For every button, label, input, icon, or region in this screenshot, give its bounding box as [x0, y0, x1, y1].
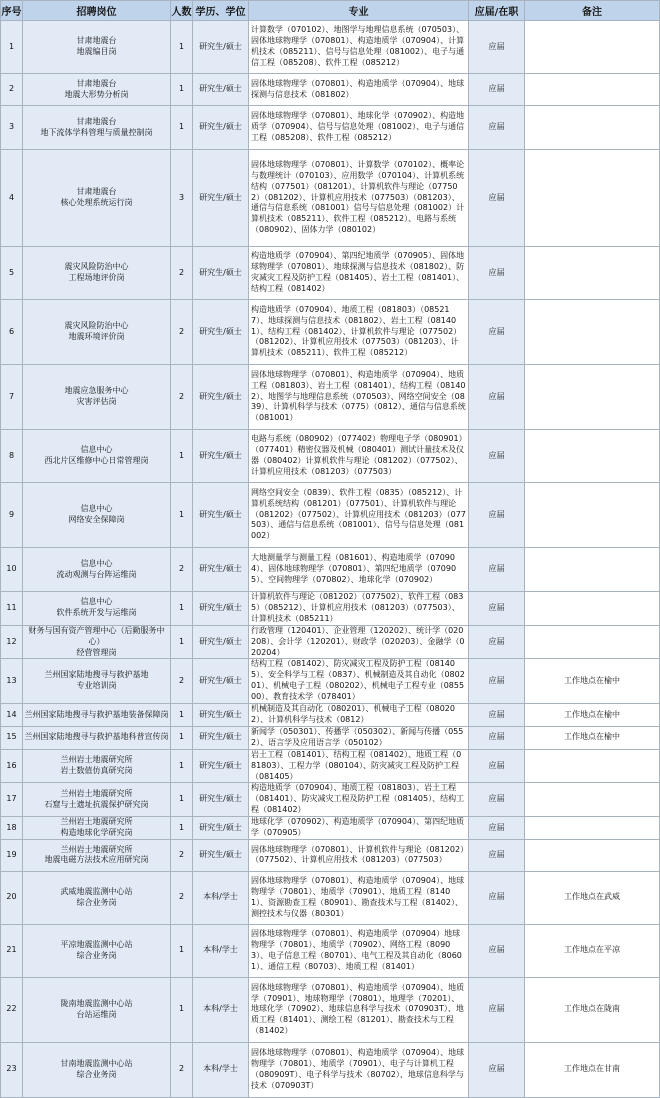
count-cell: 2	[171, 365, 193, 430]
header-cell-count: 人数	[171, 1, 193, 21]
row-number-cell: 3	[1, 106, 23, 150]
table-row	[1, 924, 660, 977]
post-name-line: 甘肃地震台	[76, 78, 117, 88]
status-cell: 应届	[469, 1042, 525, 1097]
post-name-line: 信息中心	[80, 445, 113, 455]
post-name-line: 综合业务岗	[76, 897, 117, 907]
education-cell: 研究生/硕士	[193, 659, 249, 704]
post-name-line: 震灾风险防治中心	[64, 321, 129, 331]
note-cell	[525, 74, 660, 106]
post-cell	[23, 592, 171, 626]
status-cell: 应届	[469, 74, 525, 106]
table-row	[1, 783, 660, 817]
table-row	[1, 300, 660, 365]
table-row	[1, 430, 660, 483]
header-cell-note: 备注	[525, 1, 660, 21]
education-cell: 研究生/硕士	[193, 21, 249, 74]
post-cell	[23, 21, 171, 74]
education-cell: 研究生/硕士	[193, 625, 249, 659]
row-number-cell: 16	[1, 749, 23, 783]
post-cell	[23, 150, 171, 247]
status-cell: 应届	[469, 924, 525, 977]
status-cell: 应届	[469, 749, 525, 783]
status-cell: 应届	[469, 817, 525, 840]
row-number-cell: 11	[1, 592, 23, 626]
status-cell: 应届	[469, 625, 525, 659]
post-cell	[23, 726, 171, 749]
post-cell	[23, 1042, 171, 1097]
count-cell: 2	[171, 1042, 193, 1097]
note-cell	[525, 483, 660, 548]
education-cell: 研究生/硕士	[193, 74, 249, 106]
count-cell: 1	[171, 625, 193, 659]
post-name-line: 网络安全保障岗	[68, 515, 125, 524]
note-cell: 工作地点在甘南	[525, 1042, 660, 1097]
post-name-line: 甘南地震监测中心站	[60, 1059, 133, 1069]
count-cell: 1	[171, 726, 193, 749]
post-name-line: 兰州国家陆地搜寻与救护基地	[44, 670, 149, 680]
post-name-line: 地下流体学科管理与质量控制岗	[40, 127, 153, 137]
row-number-cell: 17	[1, 783, 23, 817]
note-cell	[525, 783, 660, 817]
status-cell: 应届	[469, 21, 525, 74]
major-cell: 固体地球物理学（070801）、计算数学（070102）、概率论与数理统计（070103）、应用数学（070104）、计算机系统结构（077501）（081201）、计算机软件与理论（077502）（081202）、计算机应用技术（077503）（081203）、通信与信息系统（081001）信号与信息处理（081002）计算机技术（085211）、软件工程（085212）、电路与系统（080902）、固体力学（080102）	[249, 150, 469, 247]
major-cell: 计算机软件与理论（081202）（077502）、软件工程（0835）（085212）、计算机应用技术（081203）（077503）、计算机技术（085211）	[249, 592, 469, 626]
table-row	[1, 977, 660, 1042]
major-cell: 大地测量学与测量工程（081601）、构造地质学（070904）、固体地球物理学（070801）、第四纪地质学（070905）、空间物理学（070802）、地球化学（070902）	[249, 548, 469, 592]
status-cell: 应届	[469, 106, 525, 150]
major-cell: 电路与系统（080902）（077402）物理电子学（080901）（077401）精密仪器及机械（080401）测试计量技术及仪器（080402）计算机软件与理论（081202）（077502）、计算机应用技术（081203）（077503）	[249, 430, 469, 483]
post-name-line: 甘肃地震台	[76, 187, 117, 197]
education-cell: 研究生/硕士	[193, 749, 249, 783]
post-cell	[23, 430, 171, 483]
major-cell: 地球化学（070902）、构造地质学（070904）、第四纪地质学（070905）	[249, 817, 469, 840]
post-cell	[23, 548, 171, 592]
note-cell: 工作地点在武威	[525, 871, 660, 924]
post-cell	[23, 365, 171, 430]
count-cell: 1	[171, 483, 193, 548]
post-name-line: 甘肃地震台	[76, 116, 117, 126]
education-cell: 研究生/硕士	[193, 726, 249, 749]
note-cell	[525, 365, 660, 430]
post-name-line: 兰州国家陆地搜寻与救护基地装备保障岗	[24, 709, 169, 719]
education-cell: 研究生/硕士	[193, 106, 249, 150]
table-row	[1, 749, 660, 783]
post-name-line: 地震环境评价岗	[68, 332, 125, 341]
major-cell: 构造地质学（070904）、第四纪地质学（070905）、固体地球物理学（070801）、地球探测与信息技术（081802）、防灾减灾工程及防护工程（081405）、岩土工程（081401）、结构工程（081402）	[249, 247, 469, 300]
major-cell: 固体地球物理学（070801）、构造地质学（070904）、地质工程（081803）、岩土工程（081401）、结构工程（081402）、地图学与地理信息系统（070503）、网络空间安全（0839）、计算机科学与技术（0775）（0812）、通信与信息系统（081001）	[249, 365, 469, 430]
table-row	[1, 625, 660, 659]
row-number-cell: 5	[1, 247, 23, 300]
major-cell: 机械制造及其自动化（080201）、机械电子工程（080202）、计算机科学与技术（0812）	[249, 704, 469, 727]
table-row	[1, 74, 660, 106]
post-name-line: 岩土数值仿真研究岗	[60, 766, 133, 776]
status-cell: 应届	[469, 300, 525, 365]
major-cell: 结构工程（081402）、防灾减灾工程及防护工程（081405）、安全科学与工程（0837）、机械制造及其自动化（080201）、机械电子工程（080202）、机械电子工程专业（085500）、教育技术学（078401）	[249, 659, 469, 704]
post-name-line: 兰州岩土地震研究所	[60, 817, 133, 827]
note-cell	[525, 839, 660, 871]
major-cell: 固体地球物理学（070801）、构造地质学（070904）、地球探测与信息技术（081802）	[249, 74, 469, 106]
major-cell: 新闻学（050301）、传播学（050302）、新闻与传播（0552）、语言学及应用语言学（050102）	[249, 726, 469, 749]
post-cell	[23, 625, 171, 659]
post-name-line: 信息中心	[80, 558, 113, 568]
post-cell	[23, 247, 171, 300]
count-cell: 1	[171, 977, 193, 1042]
note-cell	[525, 300, 660, 365]
post-cell	[23, 483, 171, 548]
status-cell: 应届	[469, 592, 525, 626]
row-number-cell: 19	[1, 839, 23, 871]
status-cell: 应届	[469, 247, 525, 300]
major-cell: 构造地质学（070904）、地质工程（081803）（085217）、地球探测与信息技术（081802）、岩土工程（081401）、结构工程（081402）、计算机软件与理论（077502）（081202）、计算机应用技术（077503）（081203）、计算机技术（085211）、软件工程（085212）	[249, 300, 469, 365]
post-name-line: 灾害评估岗	[76, 397, 117, 406]
table-row	[1, 150, 660, 247]
table-row	[1, 839, 660, 871]
status-cell: 应届	[469, 659, 525, 704]
note-cell	[525, 247, 660, 300]
count-cell: 1	[171, 817, 193, 840]
count-cell: 1	[171, 106, 193, 150]
major-cell: 固体地球物理学（070801）、计算机软件与理论（081202）（077502）、计算机应用技术（081203）（077503）	[249, 839, 469, 871]
education-cell: 本科/学士	[193, 924, 249, 977]
note-cell: 工作地点在陇南	[525, 977, 660, 1042]
count-cell: 2	[171, 247, 193, 300]
post-cell	[23, 783, 171, 817]
post-name-line: 兰州岩土地震研究所	[60, 788, 133, 798]
count-cell: 2	[171, 300, 193, 365]
education-cell: 本科/学士	[193, 871, 249, 924]
education-cell: 本科/学士	[193, 977, 249, 1042]
education-cell: 研究生/硕士	[193, 839, 249, 871]
post-name-line: 兰州岩土地震研究所	[60, 755, 133, 765]
table-body	[1, 21, 660, 1098]
count-cell: 1	[171, 21, 193, 74]
row-number-cell: 13	[1, 659, 23, 704]
status-cell: 应届	[469, 150, 525, 247]
table-row	[1, 704, 660, 727]
count-cell: 1	[171, 704, 193, 727]
count-cell: 2	[171, 548, 193, 592]
count-cell: 2	[171, 871, 193, 924]
major-cell: 固体地球物理学（070801）、构造地质学（070904）、地质学（70901）、地球物理学（70801）、地理学（70201）、地球化学（70902）、地球信息科学与技术（070903T）、地质工程（81401）、测绘工程（81201）、勘查技术与工程（81402）	[249, 977, 469, 1042]
header-cell-number: 序号	[1, 1, 23, 21]
row-number-cell: 4	[1, 150, 23, 247]
post-name-line: 工程场地评价岗	[68, 273, 125, 282]
row-number-cell: 6	[1, 300, 23, 365]
post-name-line: 平凉地震监测中心站	[60, 940, 133, 950]
post-cell	[23, 704, 171, 727]
post-name-line: 综合业务岗	[76, 950, 117, 960]
post-cell	[23, 106, 171, 150]
header-cell-education: 学历、学位	[193, 1, 249, 21]
post-cell	[23, 977, 171, 1042]
major-cell: 网络空间安全（0839）、软件工程（0835）（085212）、计算机系统结构（081201）（077501）、计算机软件与理论（081202）（077502）、计算机应用技术（081203）（077503）、通信与信息系统（081001）、信号与信息处理（081002）	[249, 483, 469, 548]
post-name-line: 软件系统开发与运维岗	[56, 608, 137, 618]
note-cell: 工作地点在榆中	[525, 659, 660, 704]
education-cell: 研究生/硕士	[193, 150, 249, 247]
note-cell	[525, 21, 660, 74]
major-cell: 计算数学（070102）、地图学与地理信息系统（070503）、固体地球物理学（070801）、构造地质学（070904）、计算机技术（085211）、信号与信息处理（081002）、电子与通信工程（085208）、软件工程（085212）	[249, 21, 469, 74]
education-cell: 本科/学士	[193, 1042, 249, 1097]
row-number-cell: 8	[1, 430, 23, 483]
count-cell: 1	[171, 430, 193, 483]
row-number-cell: 18	[1, 817, 23, 840]
post-cell	[23, 74, 171, 106]
post-cell	[23, 871, 171, 924]
education-cell: 研究生/硕士	[193, 365, 249, 430]
note-cell	[525, 106, 660, 150]
post-cell	[23, 817, 171, 840]
note-cell	[525, 548, 660, 592]
row-number-cell: 22	[1, 977, 23, 1042]
row-number-cell: 9	[1, 483, 23, 548]
education-cell: 研究生/硕士	[193, 592, 249, 626]
status-cell: 应届	[469, 548, 525, 592]
count-cell: 2	[171, 839, 193, 871]
status-cell: 应届	[469, 704, 525, 727]
post-name-line: 地震电磁方法技术应用研究岗	[44, 855, 149, 865]
post-name-line: 信息中心	[80, 504, 113, 514]
row-number-cell: 1	[1, 21, 23, 74]
note-cell	[525, 817, 660, 840]
post-name-line: 陇南地震监测中心站	[60, 999, 133, 1009]
post-name-line: 核心处理系统运行岗	[60, 198, 133, 207]
table-row	[1, 659, 660, 704]
post-name-line: 兰州国家陆地搜寻与救护基地科普宣传岗	[24, 732, 169, 742]
row-number-cell: 23	[1, 1042, 23, 1097]
post-name-line: 地震大形势分析岗	[64, 89, 129, 99]
table-row	[1, 247, 660, 300]
post-cell	[23, 300, 171, 365]
row-number-cell: 7	[1, 365, 23, 430]
note-cell: 工作地点在榆中	[525, 704, 660, 727]
post-name-line: 甘肃地震台	[76, 36, 117, 46]
major-cell: 岩土工程（081401）、结构工程（081402）、地质工程（081803）、工程力学（080104）、防灾减灾工程及防护工程（081405）	[249, 749, 469, 783]
post-name-line: 台站运维岗	[76, 1009, 117, 1019]
post-name-line: 西北片区维修中心日常管理岗	[44, 456, 149, 465]
note-cell: 工作地点在平凉	[525, 924, 660, 977]
post-name-line: 专业培训岗	[76, 681, 117, 691]
note-cell	[525, 150, 660, 247]
post-cell	[23, 659, 171, 704]
table-row	[1, 726, 660, 749]
major-cell: 固体地球物理学（070801）、构造地质学（070904）、地球物理学（70801）、地质学（70901）、地质工程（81401）、资源勘查工程（80901）、勘查技术与工程（81402）、测控技术与仪器（80301）	[249, 871, 469, 924]
header-cell-major: 专业	[249, 1, 469, 21]
post-name-line: 信息中心	[80, 597, 113, 607]
table-row	[1, 1042, 660, 1097]
count-cell: 2	[171, 659, 193, 704]
status-cell: 应届	[469, 726, 525, 749]
table-row	[1, 106, 660, 150]
major-cell: 固体地球物理学（070801）、构造地质学（070904）地球物理学（70801）、地质学（70902）、网络工程（80903）、电子信息工程（80701）、电气工程及其自动化（80601）、通信工程（80703）、地质工程（81401）	[249, 924, 469, 977]
table-row	[1, 21, 660, 74]
major-cell: 构造地质学（070904）、地质工程（081803）、岩土工程（081401）、防灾减灾工程及防护工程（081405）、结构工程（081402）	[249, 783, 469, 817]
education-cell: 研究生/硕士	[193, 548, 249, 592]
status-cell: 应届	[469, 783, 525, 817]
row-number-cell: 15	[1, 726, 23, 749]
status-cell: 应届	[469, 430, 525, 483]
post-cell	[23, 924, 171, 977]
row-number-cell: 21	[1, 924, 23, 977]
table-row	[1, 548, 660, 592]
note-cell	[525, 749, 660, 783]
row-number-cell: 2	[1, 74, 23, 106]
post-name-line: 经营管理岗	[76, 647, 117, 657]
education-cell: 研究生/硕士	[193, 783, 249, 817]
post-name-line: 构造地球化学研究岗	[60, 828, 133, 838]
count-cell: 1	[171, 592, 193, 626]
table-row	[1, 365, 660, 430]
count-cell: 1	[171, 924, 193, 977]
count-cell: 3	[171, 150, 193, 247]
row-number-cell: 14	[1, 704, 23, 727]
count-cell: 1	[171, 74, 193, 106]
note-cell	[525, 625, 660, 659]
post-name-line: 流动观测与台阵运维岗	[56, 569, 137, 579]
note-cell	[525, 430, 660, 483]
row-number-cell: 20	[1, 871, 23, 924]
post-name-line: 兰州岩土地震研究所	[60, 844, 133, 854]
education-cell: 研究生/硕士	[193, 430, 249, 483]
major-cell: 固体地球物理学（070801）、构造地质学（070904）、地球物理学（70801）、地质学（70901）、电子与计算机工程（080909T）、电子科学与技术（80702）、地球信息科学与技术（070903T）	[249, 1042, 469, 1097]
post-cell	[23, 749, 171, 783]
post-cell	[23, 839, 171, 871]
table-row	[1, 483, 660, 548]
post-name-line: 石窟与土遗址抗震保护研究岗	[44, 799, 149, 809]
education-cell: 研究生/硕士	[193, 247, 249, 300]
post-name-line: 综合业务岗	[76, 1069, 117, 1079]
header-cell-post: 招聘岗位	[23, 1, 171, 21]
education-cell: 研究生/硕士	[193, 817, 249, 840]
post-name-line: 震灾风险防治中心	[64, 262, 129, 272]
count-cell: 1	[171, 783, 193, 817]
count-cell: 1	[171, 749, 193, 783]
header-cell-status: 应届/在职	[469, 1, 525, 21]
education-cell: 研究生/硕士	[193, 483, 249, 548]
major-cell: 行政管理（120401）、企业管理（120202）、统计学（020208）、会计学（120201）、财政学（020203）、金融学（020204）	[249, 625, 469, 659]
post-name-line: 地震应急服务中心	[64, 386, 129, 396]
table-header-row	[1, 1, 660, 21]
row-number-cell: 12	[1, 625, 23, 659]
note-cell: 工作地点在榆中	[525, 726, 660, 749]
education-cell: 研究生/硕士	[193, 704, 249, 727]
status-cell: 应届	[469, 483, 525, 548]
post-name-line: 武威地震监测中心站	[60, 887, 133, 897]
note-cell	[525, 592, 660, 626]
row-number-cell: 10	[1, 548, 23, 592]
status-cell: 应届	[469, 365, 525, 430]
post-name-line: 地震编目岗	[76, 47, 117, 56]
education-cell: 研究生/硕士	[193, 300, 249, 365]
major-cell: 固体地球物理学（070801）、地球化学（070902）、构造地质学（070904）、信号与信息处理（081002）、电子与通信工程（085208）、软件工程（085212）	[249, 106, 469, 150]
status-cell: 应届	[469, 977, 525, 1042]
table-row	[1, 817, 660, 840]
status-cell: 应届	[469, 871, 525, 924]
table-row	[1, 592, 660, 626]
status-cell: 应届	[469, 839, 525, 871]
table-row	[1, 871, 660, 924]
post-name-line: 财务与国有资产管理中心（后勤服务中心）	[28, 625, 165, 646]
